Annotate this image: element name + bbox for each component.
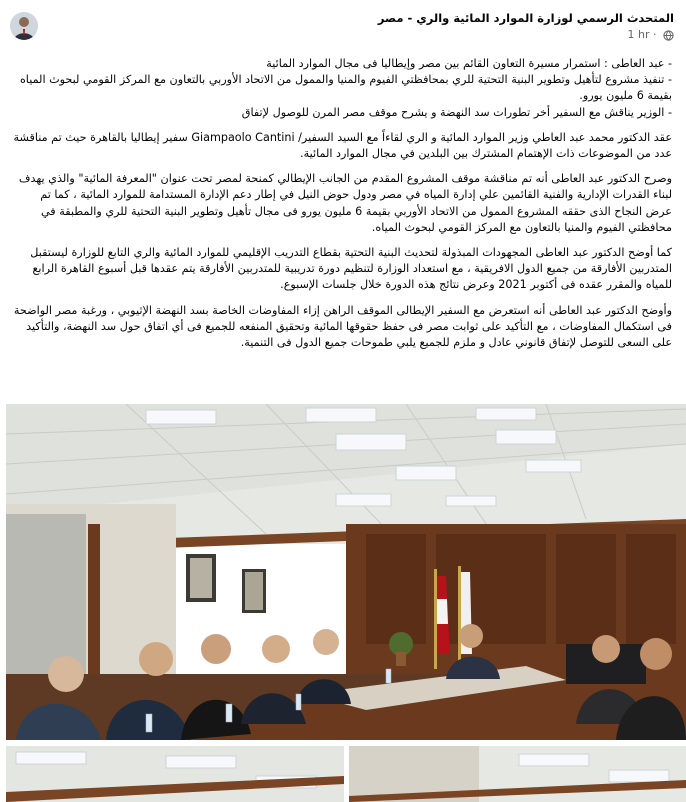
page-name[interactable]: المتحدث الرسمي لوزارة الموارد المائية والري - مصر — [377, 11, 674, 25]
paragraph: عقد الدكتور محمد عبد العاطي وزير الموارد المائية و الري لقاءاً مع السيد السفير/ Giampaolo Cantini سفير إيطاليا بالقاهرة حيث تم مناقشة عدد من الموضوعات ذات الإهتمام المشترك بين البلدين في مجال الموارد المائية. — [13, 130, 672, 161]
paragraph: كما أوضح الدكتور عبد العاطى المجهودات المبذولة لتحديث البنية التحتية بقطاع التدريب الإقليمي للموارد المائية والري التابع للوزارة ليستقبل المتدربين الأفارقة من جميع الدول الافريقية ، مع استعداد الوزارة لتنظيم دورة تدريبية للمتدربين الأفارقة يتم عقدها قبل أسبوع القاهرة الرابع للمياه والمقرر عقده فى أكتوبر 2021 وعرض نتائج هذه الدورة خلال جلسات الإسبوع. — [30, 246, 672, 292]
avatar-image — [10, 12, 38, 40]
page-avatar[interactable] — [10, 12, 38, 40]
post-time[interactable]: 1 hr — [627, 28, 650, 41]
globe-icon — [663, 30, 674, 41]
post-header — [0, 0, 686, 52]
bullet-item: - عبد العاطى : استمرار مسيرة التعاون القائم بين مصر وإيطاليا فى مجال الموارد المائية — [266, 57, 672, 70]
bullet-item: - الوزير يناقش مع السفير أخر تطورات سد النهضة و يشرح موقف مصر المرن للوصول لإتفاق — [241, 105, 672, 119]
paragraph: وأوضح الدكتور عبد العاطى أنه استعرض مع السفير الإيطالى الموقف الراهن إزاء المفاوضات الخاصة بسد النهضة الإثيوبي ، ورغبة مصر الواضحة فى استكمال المفاوضات ، مع التأكيد على ثوابت مصر فى حفظ حقوقها المائية وتحقيق المنفعه للجميع فى أي اتفاق حول سد النهضة، والتأكيد على السعى للتوصل لإتفاق قانوني عادل و ملزم للجميع يلبي طموحات جميع الدول فى التنمية. — [13, 303, 672, 350]
paragraph: وصرح الدكتور عبد العاطى أنه تم مناقشة موقف المشروع المقدم من الجانب الإيطالي كمنحة لمصر تحت عنوان "المعرفة المائية" والذي يهدف لبناء القدرات الإدارية والفنية القائمين علي إدارة المياه في مصر ودول حوض النيل في إطار دعم الإدارة المستدامة للموارد المائية ، كما تم عرض النجاح الذى حققه المشروع الممول من الاتحاد الأوربي بقيمة 6 مليون يورو فى مجال تأهيل وتطوير البنية التحتية للري والمطبقة في محافظتي الفيوم والمنيا بالتعاون مع المركز القومي لبحوث المياه. — [18, 172, 672, 234]
meeting-photo-2[interactable] — [6, 746, 344, 802]
meeting-photo-3[interactable] — [349, 746, 686, 802]
meeting-photo[interactable] — [6, 404, 686, 740]
bullet-item: - تنفيذ مشروع لتأهيل وتطوير البنية التحتية للري بمحافظتي الفيوم والمنيا والممول من الاتحاد الأوربي بالتعاون مع المركز القومي لبحوث المياه بقيمة 6 مليون يورو. — [19, 73, 672, 103]
post-body — [12, 56, 672, 360]
post-meta: 1 hr · — [74, 26, 674, 44]
post-bullets — [12, 56, 672, 121]
